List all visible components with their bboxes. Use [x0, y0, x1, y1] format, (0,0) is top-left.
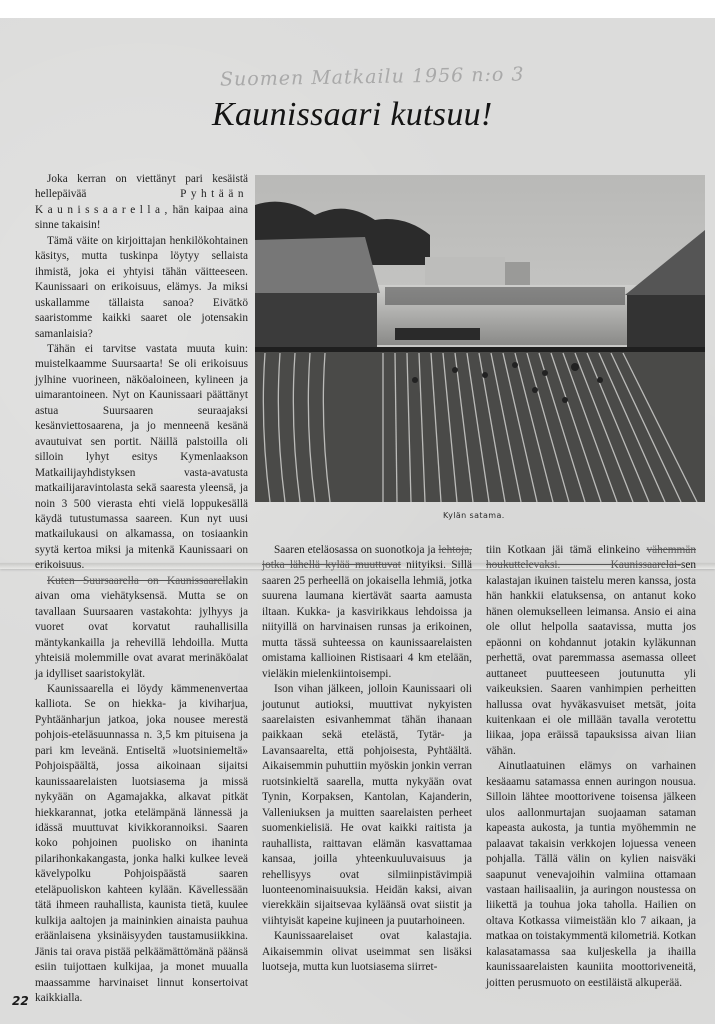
paragraph: Kuten Suursaarella on Kaunissaarellakin aivan oma viehätyksensä. Mutta se on tavallaan Suursaaren vastakohta: jylhyys ja vuoret ovat korvatut rauhallisilla mäntykankailla ja rehevillä lehdoilla. Mutta yhteisiä molemmille ovat avarat merinäköalat ja idylliset saaristokylät. [35, 574, 248, 680]
article-column-3 [486, 543, 696, 991]
struck-line: lehtoja, jotka lähellä kylää muuttuvat [262, 544, 472, 572]
page-number: 22 [12, 994, 29, 1008]
distant-building [425, 257, 505, 289]
emphasized-place-name: Pyhtään Kaunissaarella [35, 188, 248, 216]
boats [385, 287, 625, 305]
photo-caption: Kylän satama. [443, 511, 505, 520]
boathouse-left [255, 293, 377, 348]
boat [395, 328, 480, 340]
boathouse-roof-left [255, 237, 380, 293]
paragraph: tiin Kotkaan jäi tämä elinkeino vähemmän houkuttelevaksi. Kaunissaarelai-sen kalastajan ikuinen taistelu meren kanssa, josta hän hankkii elatuksensa, on antanut koko hänen olemukselleen leimansa. Ansio ei aina ole ollut helpolla saatavissa, mutta jos epäonni on kohdannut jotakin kyläkunnan perhettä, ovat paremmassa asemassa olleet auttaneet puutteeseen joutunutta yli vaikeuksien. Saaren vanhimpien perheitten hallussa ovat hyväkasvuiset metsät, joita kuitenkaan ei ole millään tavalla verotettu liikaa, jopa eräissä tapauksissa aivan liian vähän. [486, 544, 696, 757]
net-drying-rack [255, 347, 705, 352]
harbor-photo [255, 175, 705, 502]
paragraph: Kaunissaarella ei löydy kämmenenvertaa kalliota. Se on hiekka- ja kiviharjua, Pyhtäänharjun jatkoa, joka nousee merestä pohjois-eteläsuunnassa n. 3,5 km pituisena ja pari km leveänä. Entiseltä »luotsiniemeltä» Pohjoispäältä, jossa aikoinaan sijaitsi kaunissaarelaisten luotsiasema ja missä nykyään on Agamajakka, alkavat pitkät hiekkarannat, jotka etelämpänä lännessä ja idässä muuttuvat kivikkorannoiksi. Saaren koko pohjoinen puolisko on ihaninta pilarihonkakangasta, jonka halki kulkee leveä kävelypolku Pohjoispäästä saaren eteläpuoliskon kahteen kylään. Kävellessään tätä ihmeen rauhallista, kaunista tietä, kuulee kulkija aaltojen ja maininkien ainaista pauhua eräänlaisena yksinäisyyden taustamusiikkina. Jänis tai orava pistää pelkäämättömänä päänsä esiin tuijottaen kulkijaa, ja monet muualla maassamme harvinaiset linnut konsertoivat kaikkialla. [35, 682, 248, 1005]
paragraph: Saaren eteläosassa on suonotkoja ja lehtoja, jotka lähellä kylää muuttuvat niityiksi. Sillä saaren 25 perheellä on jokaisella lehmiä, jotka suurena laumana kiertävät saarta aamusta iltaan. Kukka- ja kasvirikkaus lehdoissa ja niityillä on harvinaisen runsas ja erikoinen, mutta tässä suhteessa on kaunissaarelaisten omistama kallioinen Ristisaari 4 km etelään, vieläkin mielenkiintoisempi. [262, 544, 472, 680]
struck-line: Kuten Suursaarella on Kaunissaarel [47, 574, 226, 587]
paragraph: Kaunissaarelaiset ovat kalastajia. Aikaisemmin olivat useimmat sen lisäksi luotseja, mutta kun luotsiasema siirret- [262, 930, 472, 974]
article-column-2 [262, 543, 472, 976]
paragraph: Joka kerran on viettänyt pari kesäistä hellepäivää Pyhtään Kaunissaarella, hän kaipaa aina sinne takaisin! [35, 173, 248, 232]
paragraph: Tähän ei tarvitse vastata muuta kuin: muistelkaamme Suursaarta! Se oli erikoisuus jylhine vuorineen, näköaloineen, kylineen ja uimarantoineen. Nyt on Kaunissaari päättänyt astua Suursaaren seuraajaksi kesänviettosaarena, ja jo menneenä kesänä avautuivat sen portit. Näillä palstoilla oli silloin lyhyt esitys Kymenlaakson Matkailijayhdistyksen vasta-avatusta matkailijaravintolasta sekä saaresta yleensä, ja noin 3 500 vierasta ehti vielä loppukesällä käydä tutustumassa saareen. Kun nyt uusi matkailukausi on alkamassa, on tosiaankin syytä kertoa miksi ja mitenkä Kaunissaari on erikoisuus. [35, 342, 248, 572]
article-title: Kaunissaari kutsuu! [212, 96, 493, 133]
paragraph: Tämä väite on kirjoittajan henkilökohtainen käsitys, mutta tuskinpa löytyy sellaista ihmistä, joka ei yhtyisi tähän väitteeseen. Kaunissaari on erikoisuus, elämys. Ja miksi uskallamme tällaista sanoa? Eivätkö saaristomme kaikki saaret ole jotensakin samanlaisia? [35, 234, 248, 340]
handwritten-source-note: Suomen Matkailu 1956 n:o 3 [219, 63, 525, 91]
struck-line: vähemmän houkuttelevaksi. Kaunissaarelai- [486, 544, 696, 572]
paragraph: Ainutlaatuinen elämys on varhainen kesäaamu satamassa ennen auringon nousua. Silloin lähtee moottorivene toisensa jälkeen ulos aallonmurtajan suojaaman sataman kapeasta aukosta, ja tuntia myöhemmin ne palaavat takaisin verkkojen lojuessa veneen pohjalla. Tällä välin on kylien naisväki saapunut venevajoihin valmiina ottamaan vastaan hailisaaliin, ja auringon noustessa on liikettä ja touhua joka taholla. Hailien on oltava Kotkassa viimeistään klo 7 aikaan, ja matkaa on toistakymmentä kilometriä. Kotkan kalasatamassa saa kuljeskella ja ihailla kaunissaarelaisten kauniita moottoriveneitä, joitten perusmuoto on eestiläistä alkuperää. [486, 760, 696, 989]
article-column-1 [35, 172, 248, 1006]
harbor-photo-icon [255, 175, 705, 502]
paragraph: Ison vihan jälkeen, jolloin Kaunissaari oli joutunut autioksi, muuttivat nykyisten saarelaisten esivanhemmat tähän ihanaan paikkaan sekä etelästä, Tytär- ja Lavansaarelta, että pohjoisesta, Pyhtäältä. Aikaisemmin puhuttiin myöskin jonkin verran ruotsinkieltä saarella, mutta nykyään ovat Tynin, Korpaksen, Kantolan, Kajanderin, Valleniuksen ja muitten saarelaisten perheet suomenkielisiä. He ovat kaikki raitista ja rauhallista, raittavan elämän kasvattamaa kansaa, joilla yhteenkuuluvaisuus ja rehellisyys ovat silmiinpistävimpiä luonteenominaisuuksia. Heidän kaksi, aivan vierekkäin sijaitsevaa kyläänsä ovat siistit ja viihtyisät kapeine kujineen ja puutarhoineen. [262, 683, 472, 927]
distant-building [505, 262, 530, 288]
nets-area [255, 352, 705, 502]
